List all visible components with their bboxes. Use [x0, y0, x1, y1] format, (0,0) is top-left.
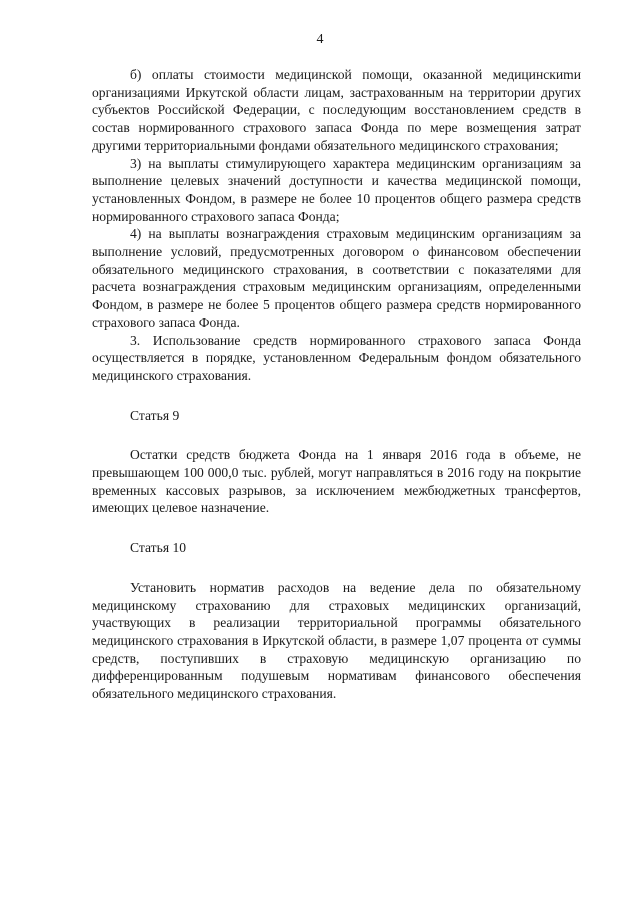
paragraph-3: 3) на выплаты стимулирующего характера медицинским организациям за выполнение целевых значений доступности и качества медицинской помощи, установленных Фондом, в размере не более 10 процентов общего размера средств нормированного страхового запаса Фонда; [92, 155, 581, 224]
page-number: 4 [316, 32, 324, 47]
article-10-heading: Статья 10 [130, 540, 187, 556]
paragraph-b: б) оплаты стоимости медицинской помощи, оказанной медицинскиmи организациями Иркутской области лицам, застрахованным на территории других субъектов Российской Федерации, с последующим восстановлением средств в состав нормированного страхового запаса Фонда по мере возмещения затрат другими территориальными фондами обязательного медицинского страхования; [92, 67, 581, 153]
article-9-text: Остатки средств бюджета Фонда на 1 января 2016 года в объеме, не превышающем 100 000,0 тыс. рублей, могут направляться в 2016 году на покрытие временных кассовых разрывов, за исключением межбюджетных трансфертов, имеющих целевое назначение. [92, 447, 581, 516]
article-9-heading: Статья 9 [130, 407, 180, 423]
paragraph-item-3: 3. Использование средств нормированного страхового запаса Фонда осуществляется в порядке, установленном Федеральным фондом обязательного медицинского страхования. [92, 332, 581, 383]
document-body [92, 66, 581, 703]
article-10-text: Установить норматив расходов на ведение дела по обязательному медицинскому страхованию для страховых медицинских организаций, участвующих в реализации территориальной программы обязательного медицинского страхования в Иркутской области, в размере 1,07 процента от суммы средств, поступивших в страховую медицинскую организацию по дифференцированным подушевым нормативам финансового обеспечения обязательного медицинского страхования. [92, 579, 581, 702]
paragraph-4: 4) на выплаты вознаграждения страховым медицинским организациям за выполнение условий, предусмотренных договором о финансовом обеспечении обязательного медицинского страхования, в соответствии с показателями для расчета вознаграждения страховым медицинским организациям, определенными Фондом, в размере не более 5 процентов общего размера средств нормированного страхового запаса Фонда. [92, 226, 581, 330]
